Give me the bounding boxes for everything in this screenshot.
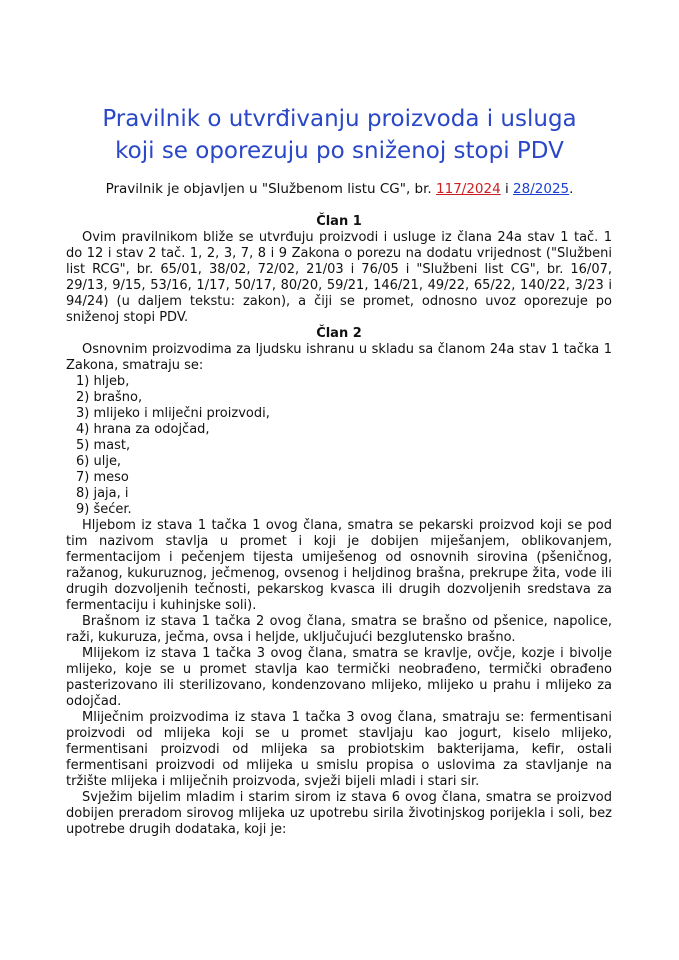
list-item: 2) brašno, <box>76 390 143 405</box>
gazette-link-28-2025[interactable]: 28/2025 <box>513 181 570 197</box>
list-item: 6) ulje, <box>76 454 122 469</box>
article-1-heading: Član 1 <box>316 214 362 229</box>
article-1-paragraph: Ovim pravilnikom bliže se utvrđuju proizvodi i usluge iz člana 24a stav 1 tač. 1 do 12 i stav 2 tač. 1, 2, 3, 7, 8 i 9 Zakona o porezu na dodatu vrijednost ("Službeni list RCG", br. 65/01, 38/02, 72/02, 21/03 i 76/05 i "Službeni list CG", br. 16/07, 29/13, 9/15, 53/16, 1/17, 50/17, 80/20, 59/21, 146/21, 49/22, 65/22, 140/22, 3/23 i 94/24) (u daljem tekstu: zakon), a čiji se promet, odnosno uvoz oporezuje po sniženoj stopi PDV. <box>66 230 612 325</box>
list-item: 7) meso <box>76 470 129 485</box>
list-item: 9) šećer. <box>76 502 132 517</box>
gazette-link-117-2024[interactable]: 117/2024 <box>436 181 501 197</box>
list-item: 1) hljeb, <box>76 374 130 389</box>
publication-note <box>40 180 639 198</box>
publication-conjunction: i <box>500 181 514 197</box>
article-2-heading: Član 2 <box>316 326 362 341</box>
document-title <box>40 103 639 167</box>
publication-suffix: . <box>569 181 574 197</box>
list-item: 4) hrana za odojčad, <box>76 422 210 437</box>
article-2-list <box>66 374 612 518</box>
list-item: 8) jaja, i <box>76 486 129 501</box>
document-body <box>66 214 612 838</box>
article-2-paragraph-mlijecni: Mliječnim proizvodima iz stava 1 tačka 3 ovog člana, smatraju se: fermentisani proizvodi od mlijeka koji se u promet stavljaju kao jogurt, kiselo mlijeko, fermentisani proizvodi od mlijeka sa probiotskim bakterijama, kefir, ostali fermentisani proizvodi od mlijeka u smislu propisa o uslovima za stavljanje na tržište mlijeka i mliječnih proizvoda, svježi bijeli mladi i stari sir. <box>66 710 612 789</box>
publication-prefix: Pravilnik je objavljen u "Službenom listu CG", br. <box>105 181 437 197</box>
article-2-paragraph-brasno: Brašnom iz stava 1 tačka 2 ovog člana, smatra se brašno od pšenice, napolice, raži, kukuruza, ječma, ovsa i heljde, uključujući bezglutensko brašno. <box>66 614 612 645</box>
article-2-paragraph-sir: Svježim bijelim mladim i starim sirom iz stava 6 ovog člana, smatra se proizvod dobijen preradom sirovog mlijeka uz upotrebu sirila životinjskog porijekla i soli, bez upotrebe drugih dodataka, koji je: <box>66 790 612 837</box>
article-2-paragraph-mlijeko: Mlijekom iz stava 1 tačka 3 ovog člana, smatra se kravlje, ovčje, kozje i bivolje mlijeko, koje se u promet stavlja kao termički neobrađeno, termički obrađeno pasterizovano ili sterilizovano, kondenzovano mlijeko, mlijeko u prahu i mlijeko za odojčad. <box>66 646 612 709</box>
list-item: 3) mlijeko i mliječni proizvodi, <box>76 406 270 421</box>
title-line-1: Pravilnik o utvrđivanju proizvoda i usluga <box>102 106 577 132</box>
article-2-paragraph-hljeb: Hljebom iz stava 1 tačka 1 ovog člana, smatra se pekarski proizvod koji se pod tim nazivom stavlja u promet i koji je dobijen miješanjem, oblikovanjem, fermentacijom i pečenjem tijesta umiješenog od osnovnih sirovina (pšeničnog, ražanog, kukuruznog, ječmenog, ovsenog i heljdinog brašna, prekrupe žita, vode ili drugih dozvoljenih tečnosti, pekarskog kvasca ili drugih dozvoljenih sredstava za fermentaciju i kuhinjske soli). <box>66 518 612 613</box>
title-line-2: koji se oporezuju po sniženoj stopi PDV <box>115 138 564 164</box>
article-2-intro: Osnovnim proizvodima za ljudsku ishranu u skladu sa članom 24a stav 1 tačka 1 Zakona, smatraju se: <box>66 342 612 373</box>
list-item: 5) mast, <box>76 438 131 453</box>
